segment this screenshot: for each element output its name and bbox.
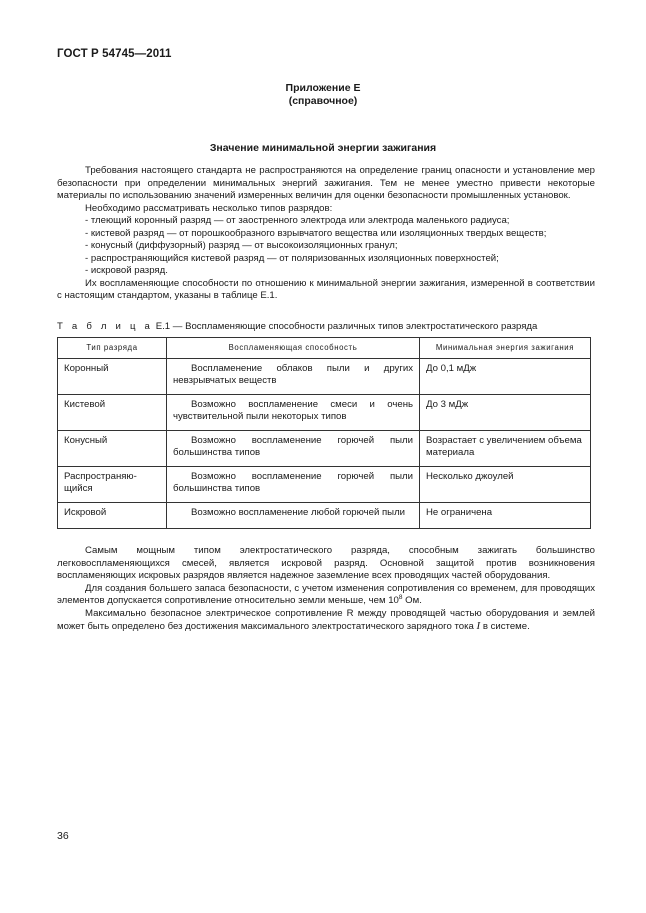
exponent: 8	[398, 593, 403, 601]
section-title: Значение минимальной энергии зажигания	[209, 142, 437, 154]
conclusion-section	[57, 545, 595, 634]
ignition-table	[57, 337, 591, 529]
cell-ability	[167, 394, 420, 430]
list-item: - тлеющий коронный разряд — от заостренного электрода или электрода маленького радиуса;	[85, 215, 510, 226]
cell-energy: До 3 мДж	[420, 394, 591, 430]
header-ignition-ability: Воспламеняющая способность	[167, 338, 420, 359]
cell-type: Коронный	[58, 358, 167, 394]
cell-ability	[167, 502, 420, 528]
current-variable: I	[476, 620, 481, 632]
intro-paragraph-3: Их воспламеняющие способности по отношению к минимальной энергии зажигания, измеренной в соответствии с настоящим стандартом, указаны в таблице Е.1.	[57, 277, 595, 301]
cell-ability-text: Возможно воспламенение горючей пыли большинства типов	[173, 470, 413, 494]
table-row	[58, 502, 591, 528]
header-discharge-type: Тип разряда	[58, 338, 167, 359]
list-item: - конусный (диффузорный) разряд — от высокоизоляционных гранул;	[85, 240, 398, 251]
cell-type: Искровой	[58, 502, 167, 528]
list-item: - искровой разряд.	[85, 265, 168, 276]
cell-ability	[167, 358, 420, 394]
header-min-energy: Минимальная энергия зажигания	[420, 338, 591, 359]
cell-ability-text: Возможно воспламенение любой горючей пыли	[191, 506, 406, 518]
table-caption	[57, 321, 537, 332]
cell-energy: Несколько джоулей	[420, 466, 591, 502]
conclusion-paragraph-3	[57, 608, 595, 634]
list-item: - кистевой разряд — от порошкообразного взрывчатого вещества или изоляционных твердых веществ;	[85, 227, 547, 239]
appendix-title: Приложение Е	[285, 82, 361, 94]
cell-ability-text: Воспламенение облаков пыли и других невзрывчатых веществ	[173, 362, 413, 386]
document-code: ГОСТ Р 54745—2011	[57, 48, 172, 60]
page-number: 36	[57, 830, 69, 842]
conclusion-paragraph-1: Самым мощным типом электростатического разряда, способным зажигать большинство легковоспламеняющихся смесей, является искровой разряд. Основной защитой против возникновения воспламеняющих искровых разрядов является надежное заземление всех проводящих частей оборудования.	[57, 545, 595, 581]
table-row	[58, 358, 591, 394]
appendix-subtitle: (справочное)	[288, 95, 358, 107]
table-row	[58, 430, 591, 466]
cell-energy: До 0,1 мДж	[420, 358, 591, 394]
table-caption-text: Е.1 — Воспламеняющие способности различных типов электростатического разряда	[153, 321, 538, 332]
cell-ability-text: Возможно воспламенение горючей пыли большинства типов	[173, 434, 413, 458]
cell-type: Распространяю- щийся	[58, 466, 167, 502]
cell-type: Конусный	[58, 430, 167, 466]
p2-unit: Ом.	[402, 595, 422, 606]
list-item: - распространяющийся кистевой разряд — от поляризованных изоляционных поверхностей;	[85, 252, 499, 264]
table-row	[58, 466, 591, 502]
cell-ability	[167, 430, 420, 466]
cell-ability	[167, 466, 420, 502]
table-caption-prefix: Т а б л и ц а	[57, 321, 154, 332]
conclusion-paragraph-2	[57, 583, 595, 608]
intro-paragraph-1: Требования настоящего стандарта не распространяются на определение границ опасности и установление мер безопасности при определении минимальных энергий зажигания. Тем не менее уместно привести некоторые материалы по использованию значений измеренных величин для оценки безопасности промышленных установок.	[57, 165, 595, 201]
cell-ability-text: Возможно воспламенение смеси и очень чувствительной пыли некоторых типов	[173, 398, 413, 422]
p2-text: Для создания большего запаса безопасности, с учетом изменения сопротивления со временем, для проводящих элементов допускается сопротивление относительно земли меньше, чем 10	[57, 582, 595, 606]
cell-type: Кистевой	[58, 394, 167, 430]
intro-section	[57, 165, 595, 303]
appendix-heading	[0, 82, 646, 108]
p3-end: в системе.	[480, 621, 530, 632]
table-header-row	[58, 338, 591, 359]
intro-paragraph-2: Необходимо рассматривать несколько типов разрядов:	[85, 202, 333, 214]
p3-text: Максимально безопасное электрическое сопротивление R между проводящей частью оборудования и землей может быть определено без достижения максимального электростатического зарядного тока	[57, 607, 595, 632]
cell-energy: Возрастает с увеличением объема материала	[420, 430, 591, 466]
table-row	[58, 394, 591, 430]
cell-energy: Не ограничена	[420, 502, 591, 528]
